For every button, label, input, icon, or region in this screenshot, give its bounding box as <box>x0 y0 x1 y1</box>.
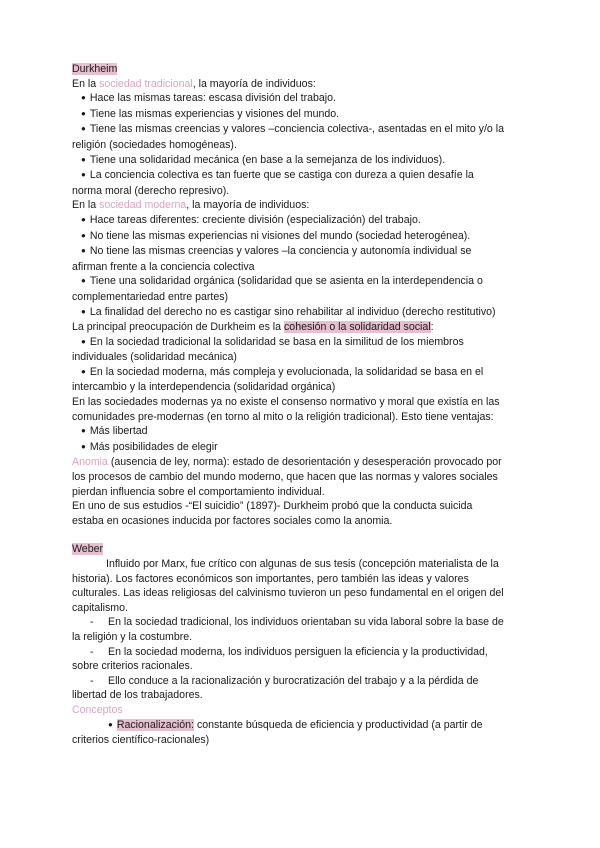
modern-item <box>72 213 532 229</box>
traditional-society-term: sociedad tradicional <box>99 77 193 90</box>
bullet-icon <box>81 108 90 120</box>
item-text: Más libertad <box>89 425 148 438</box>
intro-text: En la <box>72 77 100 90</box>
item-text: La conciencia colectiva es tan fuerte que se castiga con dureza a quien desafíe la <box>89 169 474 182</box>
weber-paragraph: Influido por Marx, fue crítico con algunas de sus tesis (concepción materialista de la <box>106 558 499 570</box>
item-text: Tiene las mismas experiencias y visiones del mundo. <box>89 107 340 120</box>
bullet-icon <box>81 275 90 287</box>
bullet-icon <box>81 230 90 242</box>
bullet-icon <box>81 245 90 257</box>
bullet-icon <box>81 169 90 181</box>
bullet-icon <box>81 306 90 318</box>
dash-item <box>72 674 532 689</box>
advantages-paragraph: En las sociedades modernas ya no existe el consenso normativo y moral que existía en las <box>72 396 500 409</box>
bullet-icon <box>81 92 90 104</box>
anomia-definition-line: los procesos de cambio del mundo moderno, que hacen que las normas y valores sociales <box>72 471 498 484</box>
concern-text: : <box>430 321 434 334</box>
modern-item-continuation: afirman frente a la conciencia colectiva <box>72 260 255 273</box>
weber-heading: Weber <box>72 543 104 556</box>
dash-icon: - <box>90 645 94 658</box>
anomia-definition <box>72 455 532 470</box>
concept-item-continuation: criterios científico-racionales) <box>72 734 210 747</box>
item-text: Hace tareas diferentes: creciente división (especialización) del trabajo. <box>89 213 421 226</box>
modern-intro <box>72 198 532 213</box>
dash-item <box>72 615 532 630</box>
bullet-icon <box>81 336 90 348</box>
bullet-icon <box>81 366 90 378</box>
dash-icon: - <box>90 616 94 629</box>
durkheim-section-heading <box>72 62 532 77</box>
bullet-icon <box>108 719 117 731</box>
item-text: Ello conduce a la racionalización y burocratización del trabajo y a la pérdida de <box>108 674 479 687</box>
traditional-item-continuation: norma moral (derecho represivo). <box>72 184 230 197</box>
traditional-item <box>72 107 532 123</box>
durkheim-heading: Durkheim <box>72 63 118 75</box>
item-text: En la sociedad moderna, más compleja y evolucionada, la solidaridad se basa en el <box>89 365 484 378</box>
suicide-study: estaba en ocasiones inducida por factores sociales como la anomia. <box>72 514 393 527</box>
item-text: En la sociedad tradicional, los individuos orientaban su vida laboral sobre la base de <box>108 616 504 629</box>
definition-text: (ausencia de ley, norma): estado de desorientación y desesperación provocado por <box>107 456 502 469</box>
concern-item-continuation: intercambio y la interdependencia (solidaridad orgánica) <box>72 381 336 394</box>
dash-item <box>72 645 532 660</box>
item-text: En la sociedad moderna, los individuos persiguen la eficiencia y la productividad, <box>108 645 488 658</box>
intro-text: , la mayoría de individuos: <box>186 199 310 212</box>
item-text: No tiene las mismas creencias y valores –la conciencia y autonomía individual se <box>89 245 472 258</box>
traditional-item <box>72 122 532 138</box>
weber-paragraph-line: historia). Los factores económicos son importantes, pero también las ideas y valores <box>72 572 469 585</box>
item-text: Hace las mismas tareas: escasa división del trabajo. <box>89 92 336 105</box>
modern-item <box>72 244 532 260</box>
intro-text: , la mayoría de individuos: <box>192 77 316 90</box>
concern-text: La principal preocupación de Durkheim es la <box>72 321 284 334</box>
section-gap <box>72 528 532 542</box>
advantages-paragraph: comunidades pre-modernas (en torno al mito o la religión tradicional). Esto tiene ventajas: <box>72 410 494 423</box>
bullet-icon <box>81 425 90 437</box>
concepts-heading: Conceptos <box>72 703 123 716</box>
concern-line <box>72 320 532 335</box>
dash-item-continuation: la religión y la costumbre. <box>72 630 193 643</box>
item-text: Tiene una solidaridad orgánica (solidaridad que se asienta en la interdependencia o <box>89 275 483 288</box>
item-text: Tiene una solidaridad mecánica (en base a la semejanza de los individuos). <box>89 153 446 166</box>
concern-item <box>72 335 532 351</box>
bullet-icon <box>81 441 90 453</box>
document-page <box>72 62 532 748</box>
weber-paragraph-line: capitalismo. <box>72 601 128 614</box>
item-text: En la sociedad tradicional la solidaridad se basa en la similitud de los miembros <box>89 335 464 348</box>
item-text: Tiene las mismas creencias y valores –conciencia colectiva-, asentadas en el mito y/o la <box>89 123 504 136</box>
item-text: La finalidad del derecho no es castigar sino rehabilitar al individuo (derecho restitutivo) <box>89 305 496 318</box>
item-text: Más posibilidades de elegir <box>89 440 218 453</box>
traditional-item <box>72 91 532 107</box>
dash-item-continuation: libertad de los trabajadores. <box>72 689 203 702</box>
anomia-term: Anomia <box>72 456 108 469</box>
modern-item <box>72 305 532 321</box>
modern-society-term: sociedad moderna <box>99 199 187 212</box>
weber-section-heading <box>72 542 532 557</box>
bullet-icon <box>81 123 90 135</box>
bullet-icon <box>81 154 90 166</box>
traditional-intro <box>72 77 532 92</box>
rationalization-term: Racionalización: <box>116 718 194 731</box>
advantage-item <box>72 424 532 440</box>
concern-item <box>72 365 532 381</box>
dash-item-continuation: sobre criterios racionales. <box>72 660 193 673</box>
definition-text: constante búsqueda de eficiencia y productividad (a partir de <box>194 718 483 731</box>
social-cohesion-term: cohesión o la solidaridad social <box>284 321 431 334</box>
traditional-item-continuation: religión (sociedades homogéneas). <box>72 138 237 151</box>
weber-paragraph-line: culturales. Las ideas religiosas del calvinismo tuvieron un peso fundamental en el origen del <box>72 587 504 600</box>
modern-item <box>72 274 532 290</box>
advantage-item <box>72 440 532 456</box>
suicide-study: En uno de sus estudios -“El suicidio” (1897)- Durkheim probó que la conducta suicida <box>72 500 473 513</box>
anomia-definition-line: pierdan influencia sobre el comportamiento individual. <box>72 485 325 498</box>
dash-icon: - <box>90 674 94 687</box>
concern-item-continuation: individuales (solidaridad mecánica) <box>72 351 237 364</box>
item-text: No tiene las mismas experiencias ni visiones del mundo (sociedad heterogénea). <box>89 229 471 242</box>
traditional-item <box>72 168 532 184</box>
modern-item-continuation: complementariedad entre partes) <box>72 290 229 303</box>
concept-item <box>72 718 532 734</box>
modern-item <box>72 229 532 245</box>
bullet-icon <box>81 214 90 226</box>
traditional-item <box>72 153 532 169</box>
intro-text: En la <box>72 199 100 212</box>
